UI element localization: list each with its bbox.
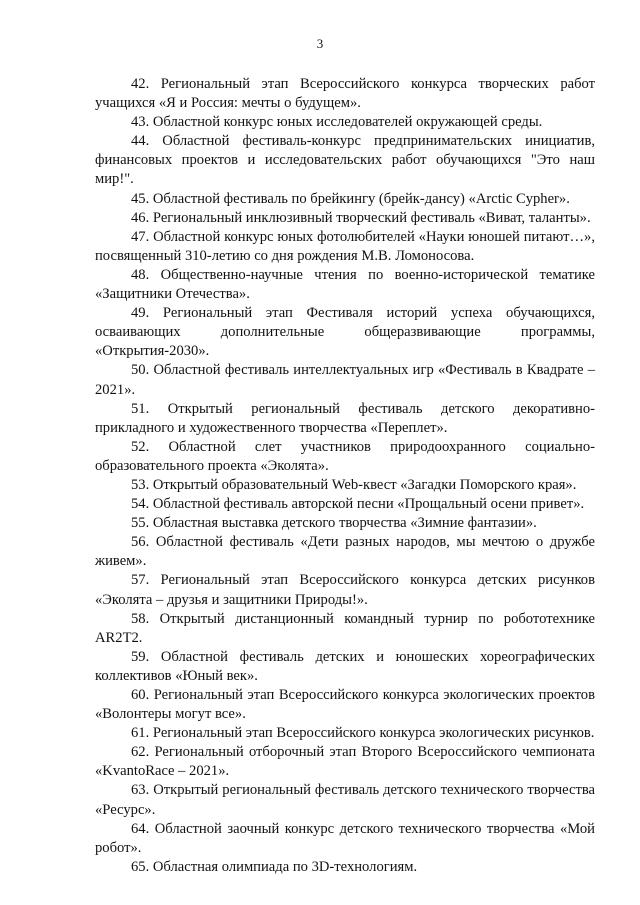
list-item: 55. Областная выставка детского творчества «Зимние фантазии».: [131, 515, 537, 532]
list-item: 61. Региональный этап Всероссийского конкурса экологических рисунков.: [131, 725, 595, 742]
list-item: 43. Областной конкурс юных исследователей окружающей среды.: [131, 114, 543, 131]
list-item: 42. Региональный этап Всероссийского конкурса творческих работ учащихся «Я и Россия: мечты о будущем».: [95, 76, 595, 112]
list-item: 64. Областной заочный конкурс детского технического творчества «Мой робот».: [95, 820, 595, 856]
list-item: 49. Региональный этап Фестиваля историй успеха обучающихся, осваивающих дополнительные общеразвивающие программы, «Открытия-2030».: [95, 305, 595, 360]
list-item: 52. Областной слет участников природоохранного социально-образовательного проекта «Эколята».: [95, 438, 595, 474]
list-item: 62. Региональный отборочный этап Второго Всероссийского чемпионата «KvantoRace – 2021».: [95, 744, 595, 780]
list-item: 59. Областной фестиваль детских и юношеских хореографических коллективов «Юный век».: [95, 648, 595, 684]
list-item: 65. Областная олимпиада по 3D-технологиям.: [131, 858, 418, 875]
list-item: 46. Региональный инклюзивный творческий фестиваль «Виват, таланты».: [131, 209, 591, 226]
list-item: 58. Открытый дистанционный командный турнир по робототехнике AR2T2.: [95, 610, 595, 646]
list-item: 63. Открытый региональный фестиваль детского технического творчества «Ресурс».: [95, 782, 595, 818]
list-item: 54. Областной фестиваль авторской песни «Прощальный осени привет».: [131, 496, 585, 513]
list-item: 60. Региональный этап Всероссийского конкурса экологических проектов «Волонтеры могут все».: [95, 687, 595, 723]
list-item: 48. Общественно-научные чтения по военно-исторической тематике «Защитники Отечества».: [95, 266, 595, 303]
list-item: 57. Региональный этап Всероссийского конкурса детских рисунков «Эколята – друзья и защитники Природы!».: [95, 572, 595, 608]
list-item: 45. Областной фестиваль по брейкингу (брейк-дансу) «Arctic Cypher».: [131, 190, 570, 207]
list-item: 53. Открытый образовательный Web-квест «Загадки Поморского края».: [131, 476, 577, 493]
list-item: 47. Областной конкурс юных фотолюбителей «Науки юношей питают…», посвященный 310-летию со дня рождения М.В. Ломоносова.: [95, 228, 595, 264]
list-item: 50. Областной фестиваль интеллектуальных игр «Фестиваль в Квадрате – 2021».: [95, 362, 595, 398]
list-item: 51. Открытый региональный фестиваль детского декоративно-прикладного и художественного творчества «Переплет».: [95, 400, 595, 436]
page-number: 3: [316, 36, 324, 51]
list-item: 44. Областной фестиваль-конкурс предпринимательских инициатив, финансовых проектов и исследовательских работ обучающихся "Это наш мир!".: [95, 133, 595, 188]
event-list: [95, 75, 595, 877]
list-item: 56. Областной фестиваль «Дети разных народов, мы мечтою о дружбе живем».: [95, 534, 595, 570]
